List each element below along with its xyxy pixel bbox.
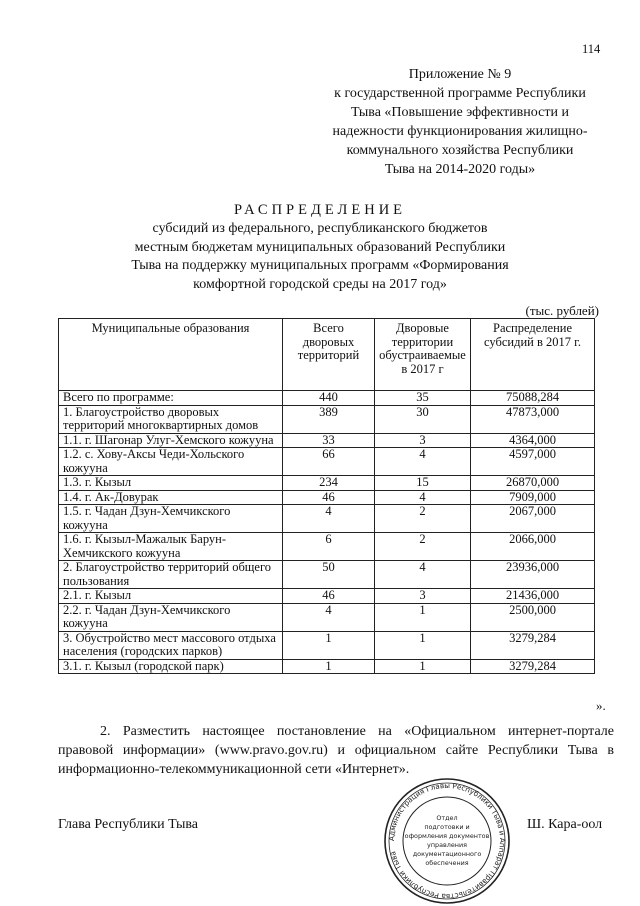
page-number: 114 (582, 42, 601, 56)
cell-municipality: 1.4. г. Ак-Довурак (59, 490, 283, 505)
cell-yards-2017: 3 (375, 589, 471, 604)
cell-subsidy: 2067,000 (471, 505, 595, 533)
cell-municipality: 2. Благоустройство территорий общего пользования (59, 561, 283, 589)
stamp-center-line: управления (427, 841, 467, 849)
table-row (59, 603, 595, 631)
cell-yards-2017: 1 (375, 631, 471, 659)
units-label: (тыс. рублей) (525, 303, 599, 318)
cell-total-yards: 50 (283, 561, 375, 589)
cell-yards-2017: 30 (375, 405, 471, 433)
cell-subsidy: 26870,000 (471, 476, 595, 491)
cell-subsidy: 2066,000 (471, 533, 595, 561)
stamp-ring-text: Администрация Главы Республики Тыва и Аппарат Правительства Республики Тыва (386, 780, 508, 902)
cell-yards-2017: 4 (375, 490, 471, 505)
document-heading (100, 200, 540, 294)
appendix-line: Тыва на 2014-2020 годы» (384, 162, 536, 177)
cell-municipality: 1.2. с. Хову-Аксы Чеди-Хольского кожууна (59, 448, 283, 476)
header-municipality: Муниципальные образования (59, 319, 283, 391)
cell-total-yards: 1 (283, 659, 375, 674)
cell-subsidy: 3279,284 (471, 659, 595, 674)
cell-total-yards: 4 (283, 603, 375, 631)
closing-quote: ». (596, 698, 606, 713)
cell-municipality: Всего по программе: (59, 391, 283, 406)
cell-subsidy: 23936,000 (471, 561, 595, 589)
cell-yards-2017: 2 (375, 505, 471, 533)
table-row (59, 589, 595, 604)
appendix-line: к государственной программе Республики (334, 86, 586, 101)
table-row (59, 405, 595, 433)
cell-municipality: 2.2. г. Чадан Дзун-Хемчикского кожууна (59, 603, 283, 631)
table-row (59, 561, 595, 589)
stamp-center-line: подготовки и (424, 823, 470, 831)
cell-total-yards: 6 (283, 533, 375, 561)
stamp-center-line: Отдел (436, 814, 458, 822)
subtitle-line: Тыва на поддержку муниципальных программ «Формирования (131, 258, 509, 273)
table-row (59, 476, 595, 491)
header-subsidy: Распределение субсидий в 2017 г. (471, 319, 595, 391)
document-title: РАСПРЕДЕЛЕНИЕ (233, 202, 407, 218)
subtitle-line: комфортной городской среды на 2017 год» (193, 276, 447, 292)
cell-total-yards: 1 (283, 631, 375, 659)
cell-total-yards: 66 (283, 448, 375, 476)
cell-yards-2017: 4 (375, 561, 471, 589)
cell-total-yards: 46 (283, 490, 375, 505)
table-row (59, 631, 595, 659)
cell-subsidy: 75088,284 (471, 391, 595, 406)
cell-municipality: 1.5. г. Чадан Дзун-Хемчикского кожууна (59, 505, 283, 533)
table-row (59, 448, 595, 476)
cell-municipality: 3.1. г. Кызыл (городской парк) (59, 659, 283, 674)
cell-yards-2017: 1 (375, 603, 471, 631)
cell-yards-2017: 1 (375, 659, 471, 674)
cell-municipality: 2.1. г. Кызыл (59, 589, 283, 604)
stamp-center-line: обеспечения (425, 859, 469, 867)
cell-municipality: 1.3. г. Кызыл (59, 476, 283, 491)
signatory-position: Глава Республики Тыва (58, 817, 199, 832)
cell-municipality: 1.6. г. Кызыл-Мажалык Барун-Хемчикского кожууна (59, 533, 283, 561)
cell-subsidy: 3279,284 (471, 631, 595, 659)
official-stamp (382, 776, 512, 906)
table-body (59, 391, 595, 674)
cell-municipality: 1. Благоустройство дворовых территорий многоквартирных домов (59, 405, 283, 433)
cell-municipality: 3. Обустройство мест массового отдыха населения (городских парков) (59, 631, 283, 659)
appendix-line: надежности функционирования жилищно- (332, 124, 588, 139)
cell-total-yards: 46 (283, 589, 375, 604)
cell-total-yards: 33 (283, 433, 375, 448)
cell-subsidy: 4597,000 (471, 448, 595, 476)
cell-yards-2017: 4 (375, 448, 471, 476)
cell-subsidy: 47873,000 (471, 405, 595, 433)
cell-municipality: 1.1. г. Шагонар Улуг-Хемского кожууна (59, 433, 283, 448)
signatory-name: Ш. Кара-оол (527, 817, 603, 832)
table-row (59, 505, 595, 533)
cell-subsidy: 7909,000 (471, 490, 595, 505)
cell-total-yards: 234 (283, 476, 375, 491)
cell-yards-2017: 2 (375, 533, 471, 561)
table-row (59, 533, 595, 561)
cell-yards-2017: 35 (375, 391, 471, 406)
table-row (59, 490, 595, 505)
appendix-line: Приложение № 9 (408, 67, 512, 82)
table-row (59, 659, 595, 674)
table-row (59, 391, 595, 406)
cell-subsidy: 4364,000 (471, 433, 595, 448)
cell-yards-2017: 15 (375, 476, 471, 491)
header-yards-2017: Дворовые территории обустраиваемые в 2017 г (375, 319, 471, 391)
table-header-row (59, 319, 595, 391)
table-row (59, 433, 595, 448)
stamp-center-line: документационного (412, 850, 482, 858)
subsidy-table (58, 318, 595, 674)
cell-subsidy: 21436,000 (471, 589, 595, 604)
cell-subsidy: 2500,000 (471, 603, 595, 631)
appendix-header (300, 65, 620, 179)
stamp-center-line: оформления документов (404, 832, 490, 840)
subtitle-line: местным бюджетам муниципальных образований Республики (134, 239, 506, 255)
subtitle-line: субсидий из федерального, республиканского бюджетов (152, 221, 488, 236)
resolution-paragraph: 2. Разместить настоящее постановление на «Официальном интернет-портале правовой информации» (www.pravo.gov.ru) и официальном сайте Республики Тыва в информационно-телекоммуникационной сети «Интернет». (58, 724, 614, 777)
cell-total-yards: 389 (283, 405, 375, 433)
appendix-line: Тыва «Повышение эффективности и (351, 105, 569, 120)
appendix-line: коммунального хозяйства Республики (346, 143, 574, 158)
cell-total-yards: 4 (283, 505, 375, 533)
cell-total-yards: 440 (283, 391, 375, 406)
header-total-yards: Всего дворовых территорий (283, 319, 375, 391)
cell-yards-2017: 3 (375, 433, 471, 448)
